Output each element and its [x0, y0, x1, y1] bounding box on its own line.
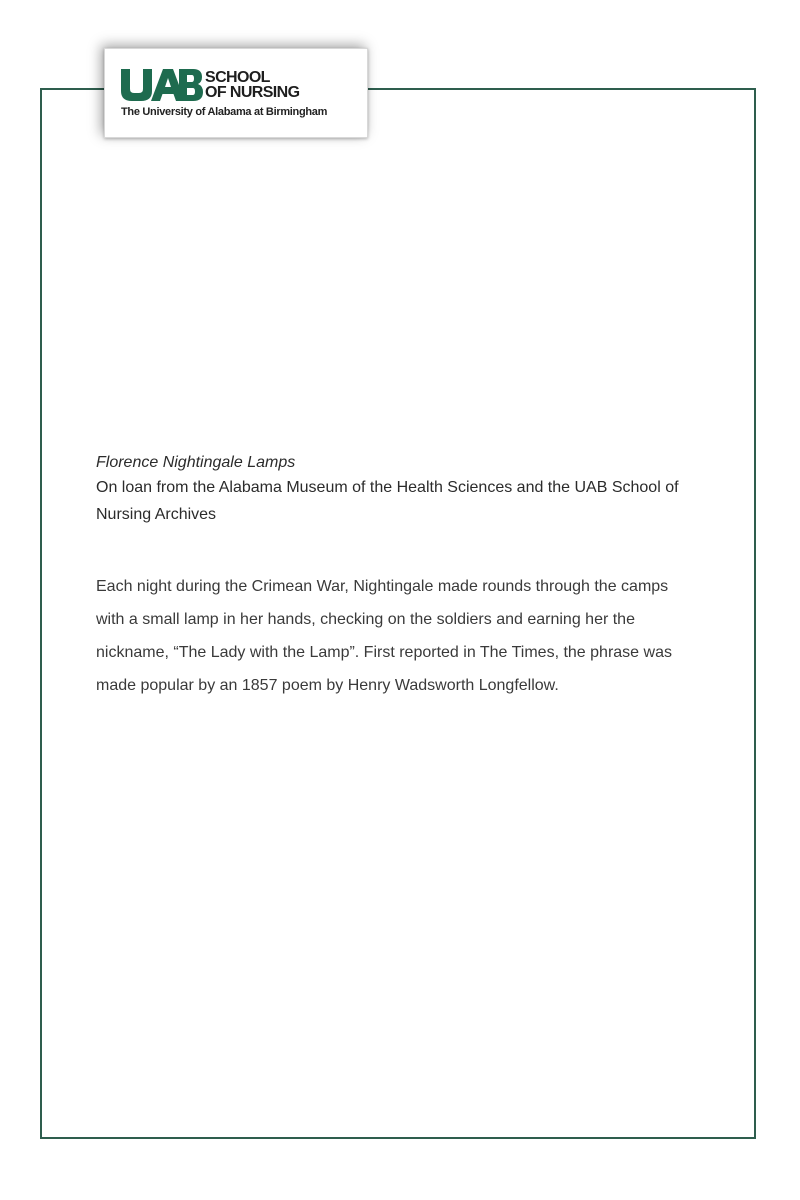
logo-school-line1: SCHOOL	[205, 69, 270, 86]
uab-logo-icon	[121, 69, 203, 101]
exhibit-description: Each night during the Crimean War, Nightingale made rounds through the camps with a small lamp in her hands, checking on the soldiers and earning her the nickname, “The Lady with the Lamp”. First reported in The Times, the phrase was made popular by an 1857 poem by Henry Wadsworth Longfellow.	[96, 578, 672, 694]
exhibit-title: Florence Nightingale Lamps	[96, 454, 296, 471]
logo-school-line2: OF NURSING	[205, 84, 300, 101]
logo-tagline: The University of Alabama at Birmingham	[121, 106, 328, 118]
school-of-nursing-wordmark	[205, 70, 299, 100]
logo-card	[104, 48, 368, 138]
exhibit-label	[96, 452, 706, 702]
exhibit-credit: On loan from the Alabama Museum of the Health Sciences and the UAB School of Nursing Archives	[96, 479, 679, 523]
